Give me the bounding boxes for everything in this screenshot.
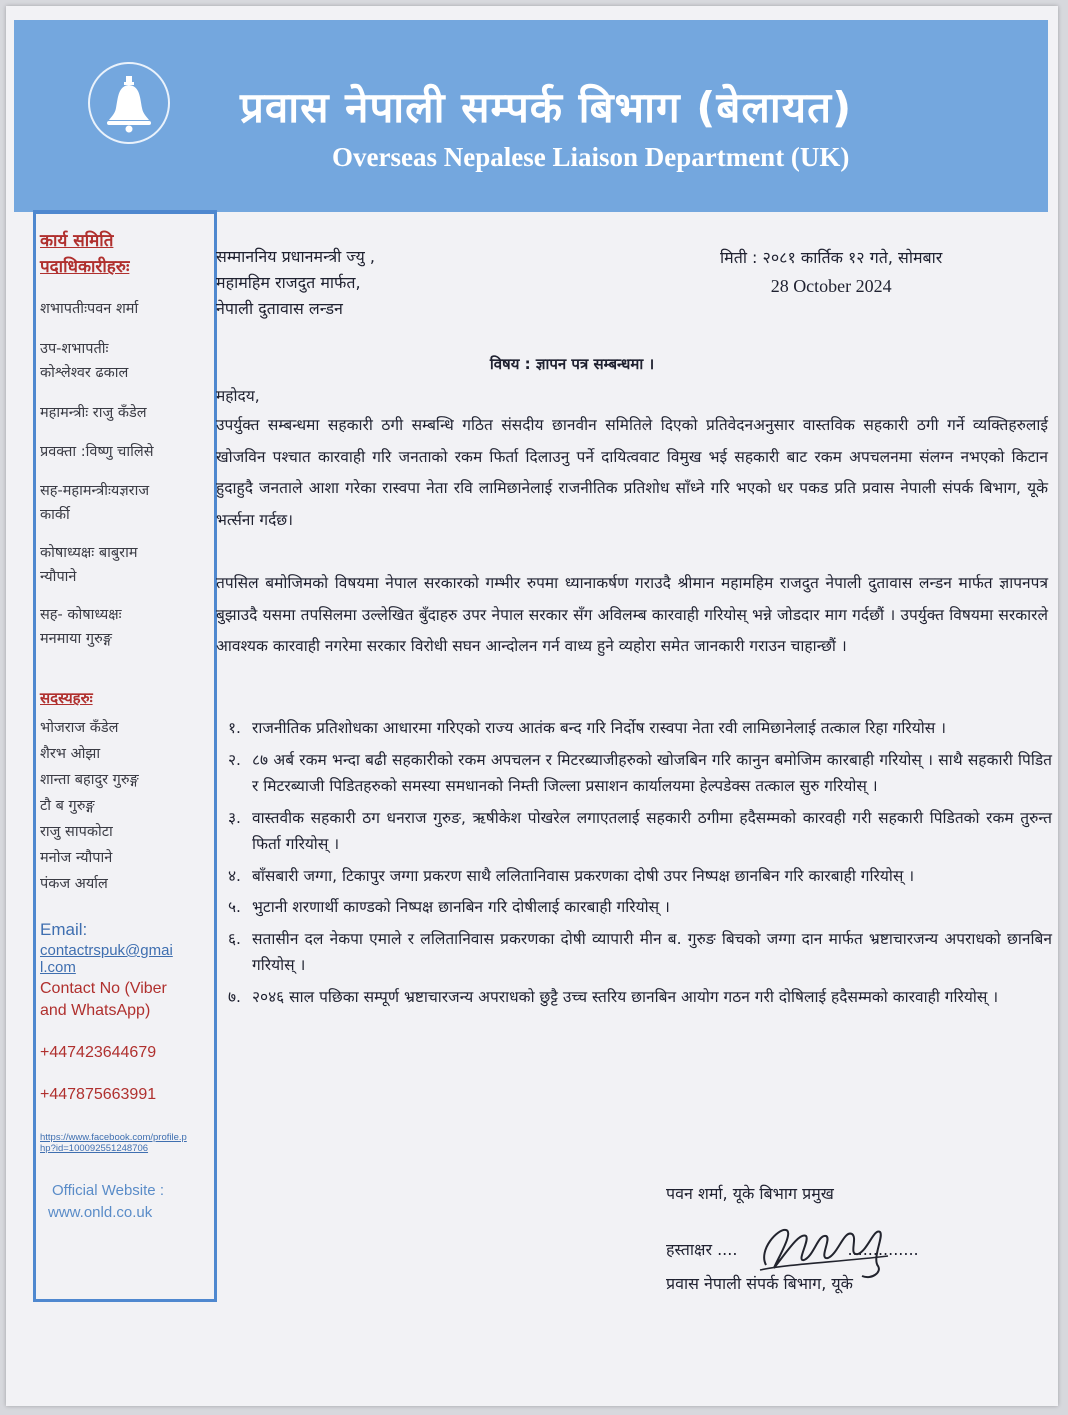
phone-number[interactable]: +447423644679 — [40, 1044, 157, 1061]
list-item — [228, 715, 1052, 742]
officer-co-treasurer-name: मनमाया गुरुङ्ग — [40, 631, 112, 647]
email-label: Email: — [40, 920, 88, 939]
contact-label-line2: and WhatsApp) — [40, 1002, 151, 1019]
officer-joint-secretary-title: सह-महामन्त्रीःयज्ञराज — [40, 483, 150, 499]
officer-co-treasurer-title: सह- कोषाध्यक्षः — [40, 607, 122, 623]
date-nepali: मिती : २०८१ कार्तिक १२ गते, सोमबार — [720, 248, 943, 267]
officer-spokesperson: प्रवक्ता :विष्णु चालिसे — [40, 444, 154, 460]
list-item — [228, 926, 1052, 979]
officer-treasurer-title: कोषाध्यक्षः बाबुराम — [40, 545, 138, 561]
officer-joint-secretary-name: कार्की — [40, 507, 70, 523]
members-heading: सदस्यहरुः — [40, 689, 93, 707]
date-block — [720, 244, 942, 300]
paragraph-2: तपसिल बमोजिमको विषयमा नेपाल सरकारको गम्भीर रुपमा ध्यानाकर्षण गराउदै श्रीमान महामहिम राजदुत नेपाली दुतावास लन्डन मार्फत ज्ञापनपत्र बुझाउदै यसमा तपसिलमा उल्लेखित बुँदाहरु उपर नेपाल सरकार सँग अविलम्ब कारवाही गरियोस् भन्ने जोडदार माग गर्दछौं । उपर्युक्त विषयमा सरकारले आवश्यक कारवाही नगरेमा सरकार विरोधी सघन आन्दोलन गर्न वाध्य हुने व्यहोरा समेत जानकारी गराउन चाहान्छौं । — [216, 574, 1048, 655]
contact-label-line1: Contact No (Viber — [40, 980, 167, 997]
paragraph-1: उपर्युक्त सम्बन्धमा सहकारी ठगी सम्बन्धि गठित संसदीय छानवीन समितिले दिएको प्रतिवेदनअनुसार वास्तविक सहकारी ठगी गर्ने व्यक्तिहरुलाई खोजविन पश्चात कारवाही गरि जनताको रकम फिर्ता दिलाउनु पर्ने दायित्ववाट विमुख भई सहकारी बाट रकम अपचलनमा संलग्न नभएको किटान हुदाहुदै जनताले आशा गरेका रास्वपा नेता रवि लामिछानेलाई राजनीतिक प्रतिशोध साँध्ने गरि भएको धर पकड प्रति प्रवास नेपाली संपर्क बिभाग, यूके भर्त्सना गर्दछ। — [216, 416, 1048, 529]
list-item-number: ३. — [228, 808, 241, 827]
addressee-block — [216, 244, 375, 322]
list-item — [228, 984, 1052, 1011]
list-item-number: ६. — [228, 929, 241, 948]
list-item — [228, 863, 1052, 890]
member-item: राजु सापकोटा — [40, 824, 113, 840]
officer-vice-chair-title: उप-शभापतीः — [40, 341, 109, 357]
signature-label: हस्ताक्षर — [666, 1240, 718, 1259]
officers-heading: पदाधिकारीहरुः — [40, 257, 130, 277]
member-item: मनोज न्यौपाने — [40, 850, 113, 866]
list-item-text: राजनीतिक प्रतिशोधका आधारमा गरिएको राज्य आतंक बन्द गरि निर्दोष रास्वपा नेता रवी लामिछानेलाई तत्काल रिहा गरियोस । — [252, 719, 947, 737]
list-item-text: २०४६ साल पछिका सम्पूर्ण भ्रष्टाचारजन्य अपराधको छुट्टै उच्च स्तरिय छानबिन आयोग गठन गरी दोषिलाई हदैसम्मको कारवाही गरियोस् । — [252, 987, 999, 1006]
officer-treasurer-name: न्यौपाने — [40, 569, 77, 585]
committee-heading: कार्य समिति — [40, 231, 114, 251]
list-item-number: १. — [228, 719, 241, 737]
committee-sidebar — [33, 210, 217, 1302]
letter-subject: विषय : ज्ञापन पत्र सम्बन्धमा । — [489, 355, 655, 373]
addressee-line: नेपाली दुतावास लन्डन — [216, 299, 343, 318]
signature-dots: .... — [717, 1240, 738, 1259]
department-title-english: Overseas Nepalese Liaison Department (UK) — [332, 142, 850, 172]
facebook-link[interactable]: https://www.facebook.com/profile.php?id=100092551248706 — [40, 1132, 187, 1154]
officer-general-secretary: महामन्त्रीः राजु कँडेल — [40, 405, 147, 421]
member-item: पंकज अर्याल — [40, 876, 108, 892]
addressee-line: महामहिम राजदुत मार्फत, — [216, 273, 361, 292]
salutation: महोदय, — [216, 387, 260, 405]
list-item-number: ७. — [228, 987, 241, 1006]
officer-vice-chair-name: कोश्लेश्वर ढकाल — [40, 365, 129, 381]
demands-list — [228, 715, 1052, 1015]
department-title-nepali: प्रवास नेपाली सम्पर्क बिभाग (बेलायत) — [240, 83, 853, 132]
list-item-text: सतासीन दल नेकपा एमाले र ललितानिवास प्रकरणका दोषी व्यापारी मीन ब. गुरुङ बिचको जग्गा दान मार्फत भ्रष्टाचारजन्य अपराधको छानबिन गरियोस् । — [252, 929, 1052, 974]
list-item-number: २. — [228, 750, 241, 769]
member-item: भोजराज कँडेल — [40, 720, 119, 736]
email-link[interactable] — [40, 942, 173, 976]
list-item-text: ८७ अर्ब रकम भन्दा बढी सहकारीको रकम अपचलन र मिटरब्याजीहरुको खोजबिन गरि कानुन बमोजिम कारबाही गरियोस् । साथै सहकारी पिडित र मिटरब्याजी पिडितहरुको समस्या समधानको निम्ती जिल्ला प्रसाशन कार्यालयमा हेल्पडेक्स तत्काल सुरु गरियोस् । — [252, 750, 1052, 795]
email-link-line1: contactrspuk@gmai — [40, 942, 173, 959]
list-item-number: ४. — [228, 866, 241, 885]
date-english: 28 October 2024 — [770, 276, 892, 296]
bell-icon — [88, 62, 170, 144]
website-link[interactable]: www.onld.co.uk — [48, 1204, 153, 1221]
signer-name: पवन शर्मा, यूके बिभाग प्रमुख — [666, 1184, 834, 1203]
letterhead-banner — [14, 20, 1048, 212]
website-label: Official Website : — [52, 1182, 164, 1199]
member-item: शान्ता बहादुर गुरुङ्ग — [40, 772, 139, 788]
list-item — [228, 805, 1052, 858]
organization-name: प्रवास नेपाली संपर्क बिभाग, यूके — [666, 1274, 853, 1293]
list-item-text: भुटानी शरणार्थी काण्डको निष्पक्ष छानबिन गरि दोषीलाई कारबाही गरियोस् । — [252, 898, 670, 916]
list-item-number: ५. — [228, 898, 241, 916]
addressee-line: सम्माननिय प्रधानमन्त्री ज्यु , — [216, 247, 375, 266]
phone-number[interactable]: +447875663991 — [40, 1086, 157, 1103]
officer-chair: शभापतीःपवन शर्मा — [40, 301, 139, 317]
member-item: शैरभ ओझा — [40, 746, 101, 762]
list-item — [228, 894, 1052, 921]
email-link-line2: l.com — [40, 959, 76, 976]
list-item — [228, 747, 1052, 800]
list-item-text: वास्तवीक सहकारी ठग धनराज गुरुङ, ऋषीकेश पोखरेल लगाएतलाई सहकारी ठगीमा हदैसम्मको कारवही गरी सहकारी पिडितको रकम तुरुन्त फिर्ता गरियोस् । — [252, 808, 1052, 853]
member-item: टौ ब गुरुङ्ग — [40, 798, 95, 814]
signature-dots: .............. — [847, 1240, 919, 1259]
list-item-text: बाँसबारी जग्गा, टिकापुर जग्गा प्रकरण साथै ललितानिवास प्रकरणका दोषी उपर निष्पक्ष छानबिन गरि कारबाही गरियोस् । — [252, 866, 915, 885]
